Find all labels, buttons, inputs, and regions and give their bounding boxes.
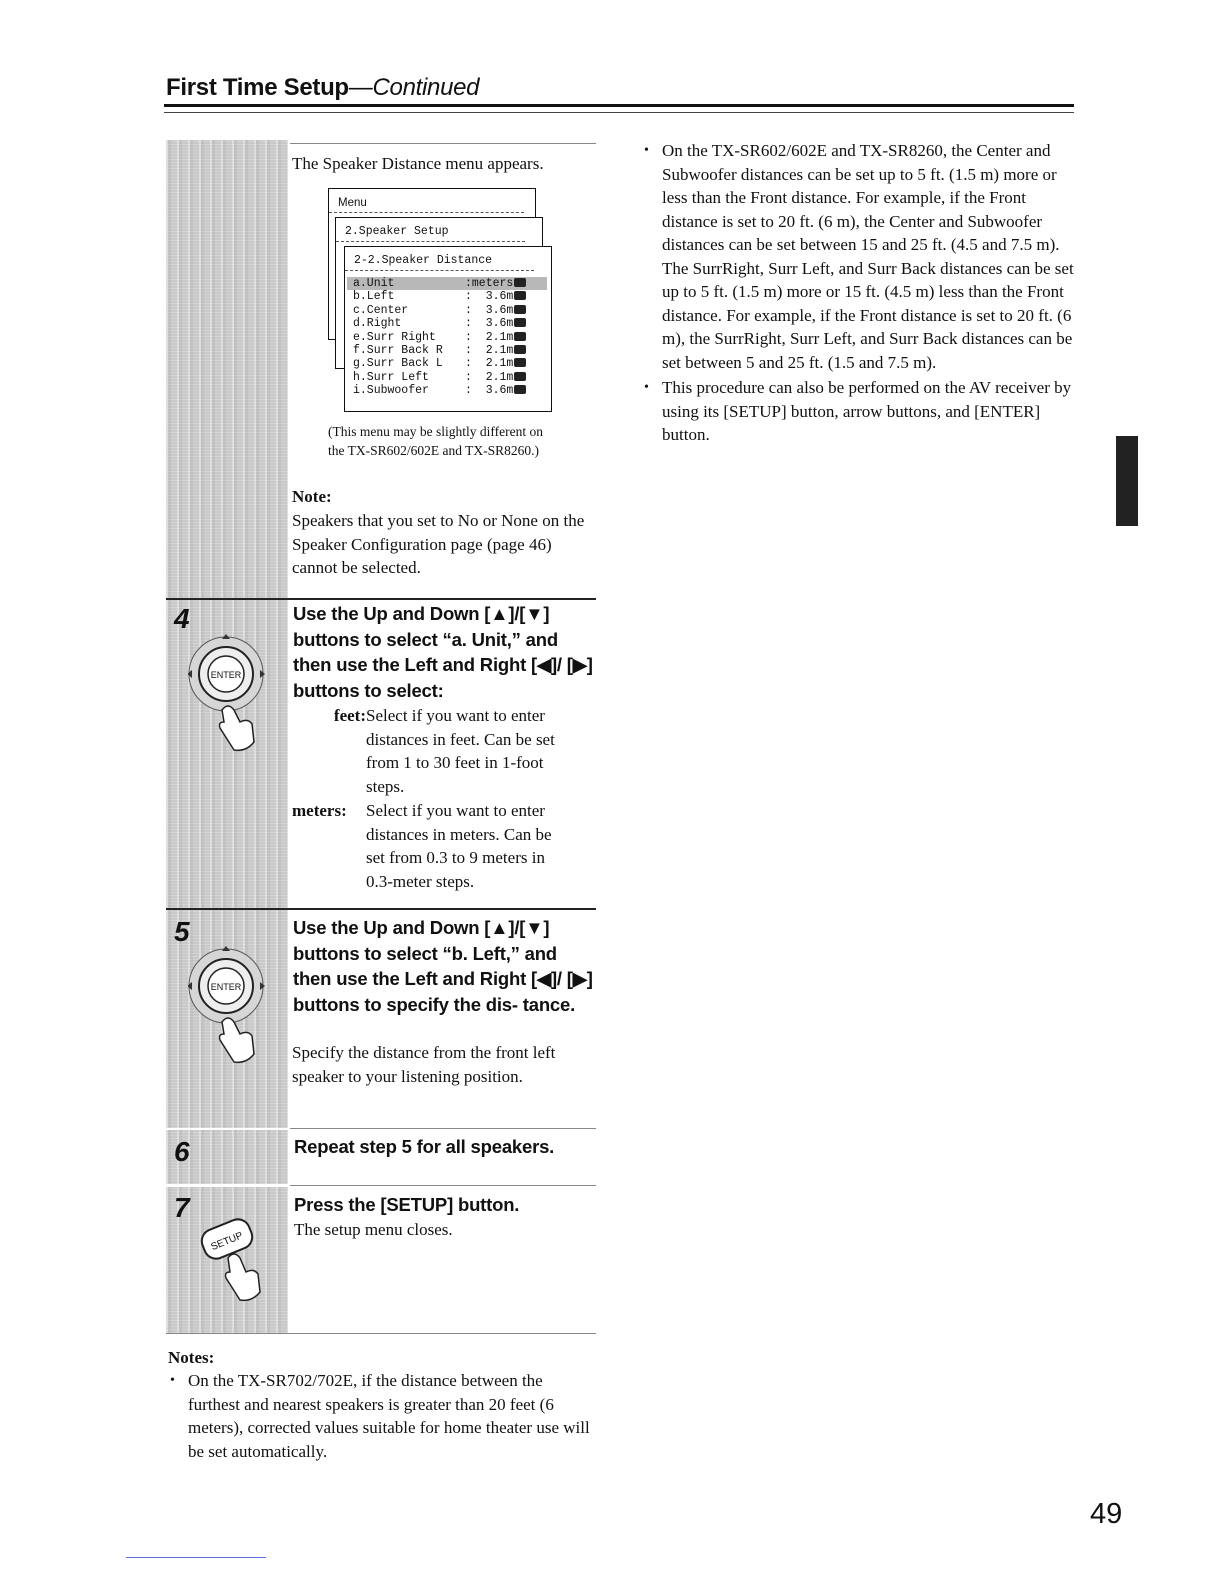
menu-row-value: : 2.1m [465, 357, 514, 371]
right-column-item: • On the TX-SR602/602E and TX-SR8260, the Center and Subwoofer distances can be set up to 5 ft. (1.5 m) more or less than the Front distance. For example, if the Front distance is set to 20 ft. (6 m), the Center and Subwoofer distances can be set between 15 and 25 ft. (4.5 and 7.5 m). The SurrRight, Surr Left, and Surr Back distances can be set up to 5 ft. (1.5 m) more or 15 ft. (4.5 m) less than the Front distance. For example, if the Front distance is set to 20 ft. (6 m), the SurrRight, Surr Left, and Surr Back distances can be set between 5 and 25 ft. (1.5 and 7.5 m). [642, 139, 1078, 374]
step-4-number: 4 [174, 603, 190, 634]
notes-heading: Notes: [168, 1348, 215, 1367]
left-right-indicator-icon [514, 305, 526, 314]
right-column-notes [642, 139, 1078, 449]
step-5-rule [166, 908, 596, 910]
step-7-number: 7 [174, 1192, 190, 1223]
footer-rule [126, 1557, 266, 1558]
setup-icon-label: SETUP [209, 1230, 245, 1254]
menu-row-label: g.Surr Back L [353, 357, 443, 371]
menu-row-value: : 2.1m [465, 344, 514, 358]
menu-row[interactable] [347, 371, 547, 384]
speaker-distance-menu [328, 188, 558, 413]
page-number: 49 [1090, 1498, 1123, 1530]
note-item: • On the TX-SR702/702E, if the distance between the furthest and nearest speakers is greater than 20 feet (6 meters), corrected values suitable for home theater use will be set automatically. [168, 1369, 598, 1463]
menu-row-label: d.Right [353, 317, 402, 331]
menu-row[interactable] [347, 304, 547, 317]
menu-row[interactable] [347, 384, 547, 397]
enter-dial-icon [188, 632, 284, 752]
menu-row-label: f.Surr Back R [353, 344, 443, 358]
def-feet [292, 704, 592, 798]
menu-row-value: : 3.6m [465, 317, 514, 331]
step-6-number: 6 [174, 1136, 190, 1167]
menu-row-value: : 3.6m [465, 290, 514, 304]
def-desc-meters: Select if you want to enter distances in meters. Can be set from 0.3 to 9 meters in 0.3-meter steps. [366, 801, 552, 891]
header-rule [164, 104, 1074, 107]
setup-button-illustration [198, 1210, 284, 1320]
steps-bottom-rule [166, 1333, 596, 1334]
intro-text: The Speaker Distance menu appears. [292, 154, 544, 173]
menu-rows [347, 277, 547, 398]
header-rule-thin [164, 112, 1074, 113]
step-5-body: Specify the distance from the front left speaker to your listening position. [292, 1043, 556, 1086]
step-4-rule [166, 598, 596, 600]
header-title-main: First Time Setup [166, 74, 349, 101]
menu-row-value: :meters [465, 277, 514, 290]
caption-line-2: the TX-SR602/602E and TX-SR8260.) [328, 443, 539, 458]
setup-button-icon [198, 1210, 284, 1320]
left-right-indicator-icon [514, 345, 526, 354]
menu-row-value: : 2.1m [465, 370, 514, 384]
menu-row-label: a.Unit [353, 277, 395, 290]
menu-row[interactable] [347, 344, 547, 357]
header-title-continued: —Continued [348, 74, 480, 101]
menu-row-value: : 3.6m [465, 384, 514, 398]
menu-row[interactable] [347, 317, 547, 330]
def-desc-feet: Select if you want to enter distances in feet. Can be set from 1 to 30 feet in 1-foot steps. [366, 706, 555, 796]
step-5-heading: Use the Up and Down [▲]/[▼] buttons to select “b. Left,” and then use the Left and Right [◀]/ [▶] buttons to specify the dis- tance. [293, 917, 593, 1015]
menu-row-value: : 3.6m [465, 303, 514, 317]
step-sidebar-intro [166, 140, 288, 598]
step-5-number: 5 [174, 916, 190, 947]
right-column-item: • This procedure can also be performed on the AV receiver by using its [SETUP] button, arrow buttons, and [ENTER] button. [642, 376, 1078, 447]
enter-button-illustration [188, 632, 284, 752]
enter-icon-label: ENTER [210, 670, 242, 680]
menu-row[interactable] [347, 357, 547, 370]
menu-row[interactable] [347, 331, 547, 344]
enter-icon-label: ENTER [210, 982, 242, 992]
menu-row-label: h.Surr Left [353, 370, 429, 384]
step-7-body: The setup menu closes. [294, 1220, 453, 1239]
menu-caption [328, 422, 598, 460]
menu-row-label: e.Surr Right [353, 330, 436, 344]
left-right-indicator-icon [514, 291, 526, 300]
enter-dial-icon [188, 944, 284, 1064]
def-meters [292, 799, 592, 893]
step-4-defs [292, 704, 592, 893]
menu-row-label: c.Center [353, 303, 409, 317]
left-right-indicator-icon [514, 278, 526, 287]
note-heading: Note: [292, 487, 332, 506]
step-6-heading: Repeat step 5 for all speakers. [294, 1136, 555, 1157]
def-term-meters: meters: [292, 801, 347, 820]
left-right-indicator-icon [514, 318, 526, 327]
intro-top-rule [290, 143, 596, 144]
step-6-rule [290, 1128, 596, 1129]
left-right-indicator-icon [514, 358, 526, 367]
menu-speaker-setup-title: 2.Speaker Setup [336, 225, 525, 242]
step-4-heading: Use the Up and Down [▲]/[▼] buttons to select “a. Unit,” and then use the Left and Right [◀]/ [▶] buttons to select: [293, 603, 593, 701]
notes-list [168, 1369, 598, 1463]
def-term-feet: feet: [333, 706, 366, 725]
left-right-indicator-icon [514, 372, 526, 381]
left-right-indicator-icon [514, 385, 526, 394]
enter-button-illustration-2 [188, 944, 284, 1064]
menu-row-label: b.Left [353, 290, 395, 304]
menu-window-3 [344, 246, 552, 412]
menu-row-value: : 2.1m [465, 330, 514, 344]
menu-row[interactable] [347, 290, 547, 303]
menu-title: Menu [329, 196, 524, 213]
step-7-rule [290, 1185, 596, 1186]
menu-row[interactable] [347, 277, 547, 290]
chapter-thumb-tab [1116, 436, 1138, 526]
note-text: Speakers that you set to No or None on the Speaker Configuration page (page 46) cannot be selected. [292, 511, 585, 577]
caption-line-1: (This menu may be slightly different on [328, 424, 543, 439]
step-7-heading: Press the [SETUP] button. [294, 1194, 520, 1215]
menu-row-label: i.Subwoofer [353, 384, 429, 398]
page-header [166, 74, 479, 102]
left-right-indicator-icon [514, 332, 526, 341]
menu-speaker-distance-title: 2-2.Speaker Distance [345, 254, 534, 271]
